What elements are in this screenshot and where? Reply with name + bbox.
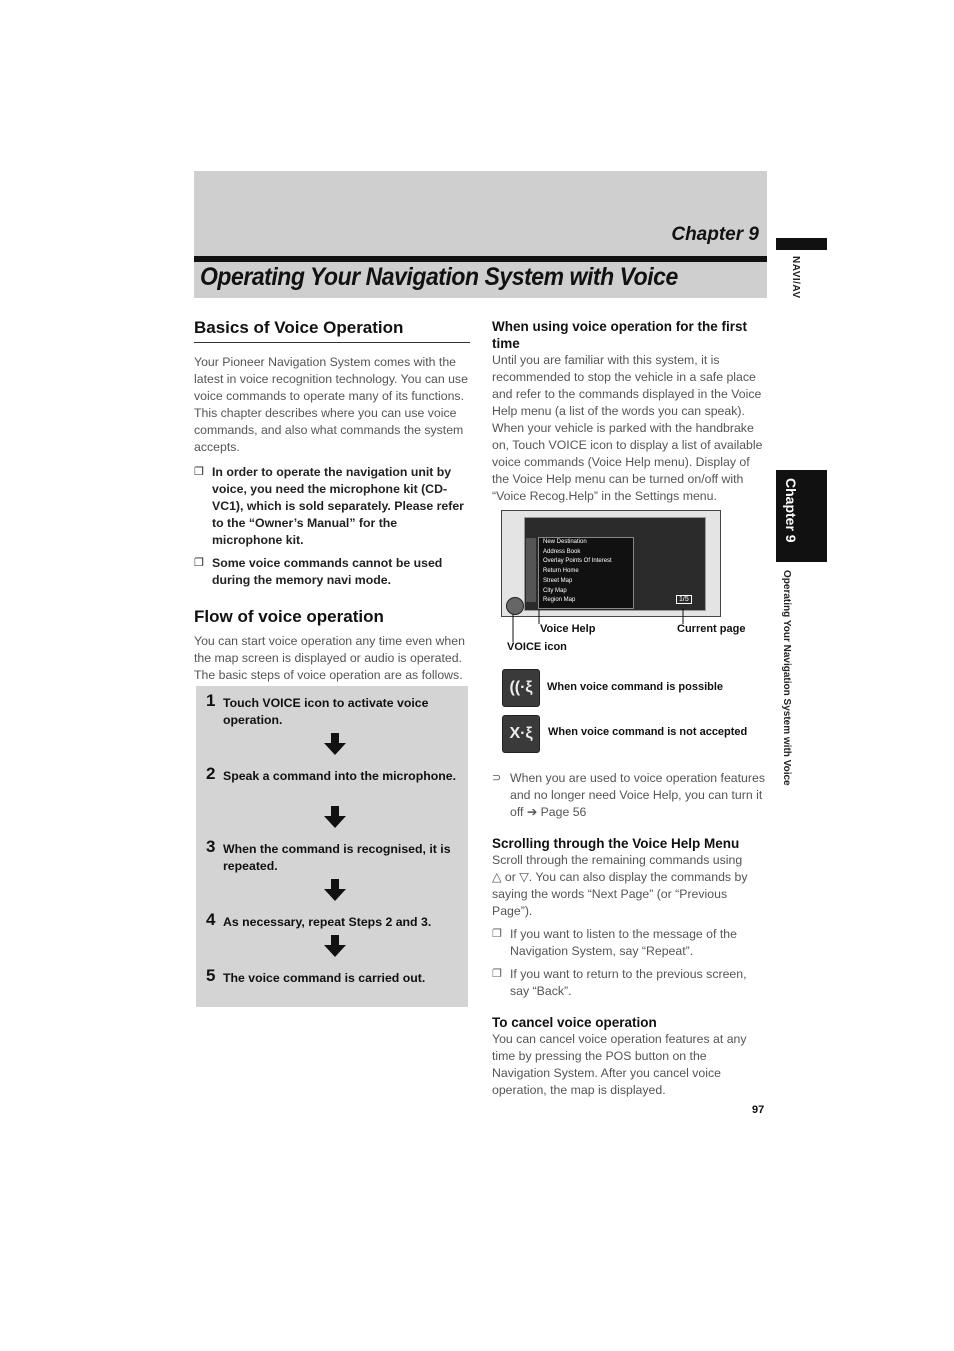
chapter-label: Chapter 9 [671, 224, 759, 245]
menu-item: New Destination [543, 539, 587, 545]
flow-paragraph: You can start voice operation any time even when the map screen is displayed or audio is operated. The basic steps of voice operation are as follows. [194, 634, 465, 682]
basics-paragraph: Your Pioneer Navigation System comes with the latest in voice recognition technology. You can use voice commands to operate many of its functions. This chapter describes where you can use voice commands, and also what commands the system accepts. [194, 355, 468, 454]
note-item: ❐ Some voice commands cannot be used during the memory navi mode. [194, 556, 443, 587]
scroll-up-icon: △ [492, 870, 502, 884]
down-arrow-icon [324, 935, 346, 957]
step-item: 3 When the command is recognised, it is repeated. [206, 837, 451, 873]
voice-help-menu [538, 537, 634, 609]
current-page-indicator: 1/5 [676, 595, 692, 604]
step-item: 2 Speak a command into the microphone. [206, 764, 456, 783]
down-arrow-icon [324, 879, 346, 901]
menu-item: Region Map [543, 597, 576, 604]
menu-item: Overlay Points Of Interest [543, 558, 612, 565]
sidebar-section-label: Operating Your Navigation System with Voice [781, 570, 792, 786]
voice-possible-caption: When voice command is possible [547, 681, 724, 693]
note-item: ❐ In order to operate the navigation unit by voice, you need the microphone kit (CD-VC1), which is sold separately. Please refer to the “Owner’s Manual” for the microphone kit. [194, 465, 464, 547]
callout-current-page: Current page [677, 623, 746, 635]
sidebar-navi-label: NAVI/AV [790, 256, 801, 299]
menu-item: City Map [543, 587, 567, 594]
sidebar-marker [776, 238, 827, 250]
checkbox-icon: ❐ [194, 466, 204, 478]
scroll-heading: Scrolling through the Voice Help Menu [492, 836, 740, 851]
callout-voice-icon: VOICE icon [507, 641, 567, 653]
voice-not-accepted-caption: When voice command is not accepted [548, 726, 748, 738]
scroll-paragraph: Scroll through the remaining commands using △ or ▽. You can also display the commands by saying the words “Next Page” (or “Previous Page”). [492, 853, 748, 918]
first-time-paragraph: Until you are familiar with this system, it is recommended to stop the vehicle in a safe place and refer to the commands displayed in the Voice Help menu (a list of the words you can speak). When your vehicle is parked with the handbrake on, Touch VOICE icon to display a list of available voice commands (Voice Help menu). Display of the Voice Help menu can be turned on/off with “Voice Recog.Help” in the Settings menu. [492, 353, 763, 503]
checkbox-icon: ❐ [492, 968, 502, 980]
tip-item: ⊃ When you are used to voice operation features and no longer need Voice Help, you can turn it off ➔ Page 56 [492, 771, 765, 819]
down-arrow-icon [324, 806, 346, 828]
scroll-down-icon: ▽ [519, 870, 529, 884]
checkbox-icon: ❐ [492, 928, 502, 940]
menu-item: Address Book [543, 548, 581, 555]
steps-box [196, 686, 468, 1007]
voice-possible-icon: ((·ξ [502, 669, 540, 707]
step-item: 4 As necessary, repeat Steps 2 and 3. [206, 910, 432, 929]
note-item: ❐ If you want to return to the previous screen, say “Back”. [492, 967, 747, 998]
voice-not-accepted-icon: X·ξ [502, 715, 540, 753]
left-column [194, 318, 470, 684]
menu-item: Return Home [543, 568, 579, 575]
first-time-heading: When using voice operation for the first time [492, 319, 748, 351]
right-column-lower [492, 770, 766, 1099]
header-rule [194, 256, 767, 262]
cancel-paragraph: You can cancel voice operation features at any time by pressing the POS button on the Navigation System. After you cancel voice operation, the map is displayed. [492, 1032, 747, 1097]
down-arrow-icon [324, 733, 346, 755]
right-column [492, 318, 766, 505]
page-title: Operating Your Navigation System with Voice [200, 263, 678, 291]
callout-voice-help: Voice Help [540, 623, 596, 635]
tip-icon: ⊃ [492, 772, 502, 784]
checkbox-icon: ❐ [194, 557, 204, 569]
cancel-heading: To cancel voice operation [492, 1015, 657, 1030]
basics-heading: Basics of Voice Operation [194, 318, 470, 343]
menu-item: Street Map [543, 577, 573, 584]
sidebar-chapter-label: Chapter 9 [783, 478, 799, 543]
voice-help-screen [501, 510, 721, 617]
scroll-bar [526, 538, 536, 602]
flow-heading: Flow of voice operation [194, 607, 384, 626]
note-item: ❐ If you want to listen to the message of the Navigation System, say “Repeat”. [492, 927, 737, 958]
step-item: 5 The voice command is carried out. [206, 966, 426, 985]
page-number: 97 [752, 1104, 765, 1116]
step-item: 1 Touch VOICE icon to activate voice operation. [206, 691, 429, 727]
